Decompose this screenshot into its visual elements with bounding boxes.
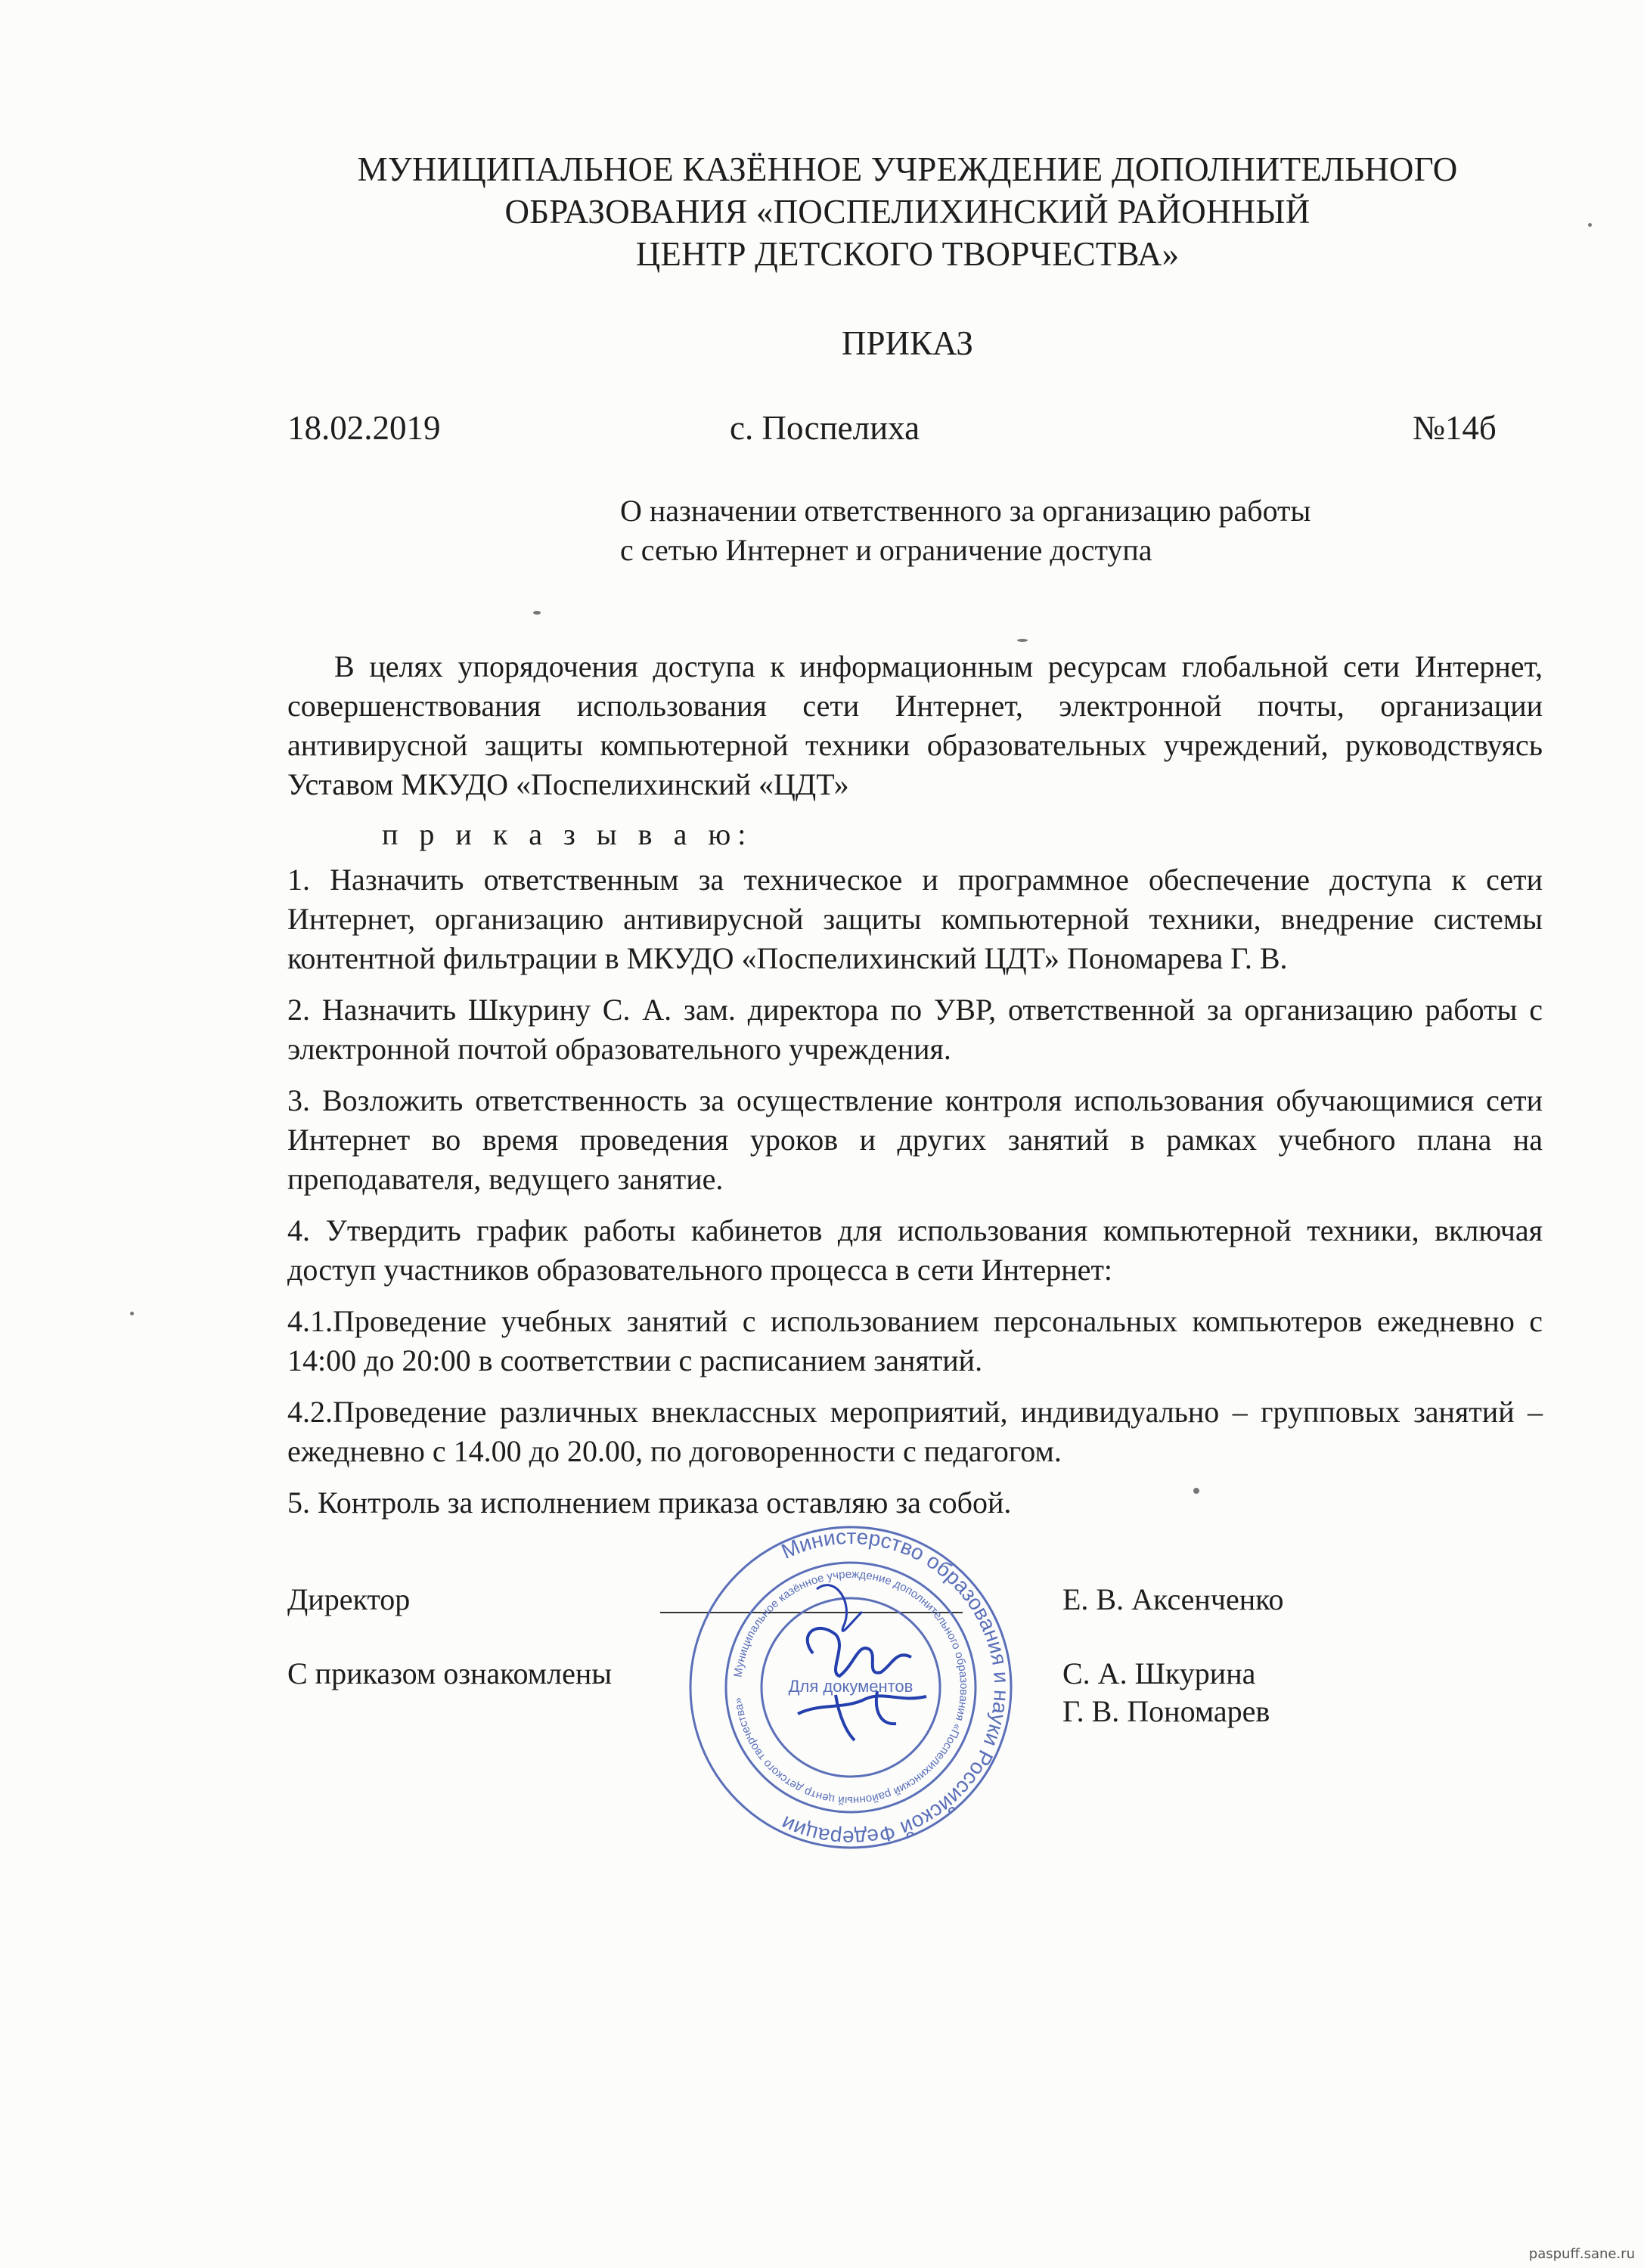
order-item-4-1: 4.1.Проведение учебных занятий с использованием персональных компьютеров ежедневно с 14:00 до 20:00 в соответствии с расписанием занятий. — [287, 1304, 1543, 1377]
order-subject — [620, 491, 1311, 570]
signature-flourish — [817, 1585, 862, 1631]
order-item-3: 3. Возложить ответственность за осуществление контроля использования обучающимися сети Интернет во время проведения уроков и других занятий в рамках учебного плана на преподавателя, ведущего занятие. — [287, 1083, 1543, 1196]
scan-speck — [130, 1312, 134, 1315]
watermark: paspuff.sane.ru — [1528, 2246, 1635, 2262]
header-line-2: ОБРАЗОВАНИЯ «ПОСПЕЛИХИНСКИЙ РАЙОННЫЙ — [504, 193, 1311, 231]
acquainted-signature — [798, 1691, 926, 1740]
stamp-center-text: Для документов — [788, 1677, 914, 1696]
scan-speck — [533, 611, 541, 615]
stamp-inner-textpath: Муниципальное казённое учреждение дополнительного образования «Поспелихинский районный центр детского творчества» — [731, 1567, 971, 1808]
acquainted-name-1: С. А. Шкурина — [1062, 1656, 1256, 1690]
director-name: Е. В. Аксенченко — [1062, 1582, 1284, 1616]
order-place: с. Поспелиха — [730, 409, 920, 447]
order-item-5: 5. Контроль за исполнением приказа оставляю за собой. — [287, 1486, 1012, 1520]
acquainted-label: С приказом ознакомлены — [287, 1656, 613, 1690]
order-number: №14б — [1413, 409, 1497, 447]
document-title: ПРИКАЗ — [842, 324, 973, 362]
institution-header — [287, 148, 1528, 275]
header-line-3: ЦЕНТР ДЕТСКОГО ТВОРЧЕСТВА» — [635, 235, 1180, 273]
order-item-4: 4. Утвердить график работы кабинетов для использования компьютерной техники, включая доступ участников образовательного процесса в сети Интернет: — [287, 1213, 1543, 1287]
stamp-outer-textpath: Министерство образования и науки Российской Федерации — [777, 1524, 1014, 1851]
scan-speck — [1193, 1488, 1199, 1494]
order-item-1: 1. Назначить ответственным за техническое и программное обеспечение доступа к сети Интернет, организацию антивирусной защиты компьютерной техники, внедрение системы контентной фильтрации в МКУДО «Поспелихинский ЦДТ» Пономарева Г. В. — [287, 863, 1543, 975]
order-item-4-2: 4.2.Проведение различных внеклассных мероприятий, индивидуально – групповых занятий – ежедневно с 14.00 до 20.00, по договоренности с педагогом. — [287, 1395, 1543, 1468]
order-item-2: 2. Назначить Шкурину С. А. зам. директора по УВР, ответственной за организацию работы с электронной почтой образовательного учреждения. — [287, 993, 1543, 1066]
header-line-1: МУНИЦИПАЛЬНОЕ КАЗЁННОЕ УЧРЕЖДЕНИЕ ДОПОЛНИТЕЛЬНОГО — [357, 150, 1458, 188]
order-date: 18.02.2019 — [287, 409, 441, 447]
subject-line-2: с сетью Интернет и ограничение доступа — [620, 533, 1152, 567]
acquainted-name-2: Г. В. Пономарев — [1062, 1694, 1270, 1728]
director-signature — [808, 1628, 911, 1676]
scan-speck — [1017, 639, 1028, 642]
preamble-paragraph: В целях упорядочения доступа к информационным ресурсам глобальной сети Интернет, совершенствования использования сети Интернет, электронной почты, организации антивирусной защиты компьютерной техники образовательных учреждений, руководствуясь Уставом МКУДО «Поспелихинский «ЦДТ» — [287, 649, 1543, 801]
scan-speck — [1588, 223, 1592, 227]
director-label: Директор — [287, 1582, 411, 1616]
order-word: п р и к а з ы в а ю: — [382, 817, 753, 851]
subject-line-1: О назначении ответственного за организацию работы — [620, 494, 1311, 528]
official-stamp — [684, 1521, 1017, 1854]
